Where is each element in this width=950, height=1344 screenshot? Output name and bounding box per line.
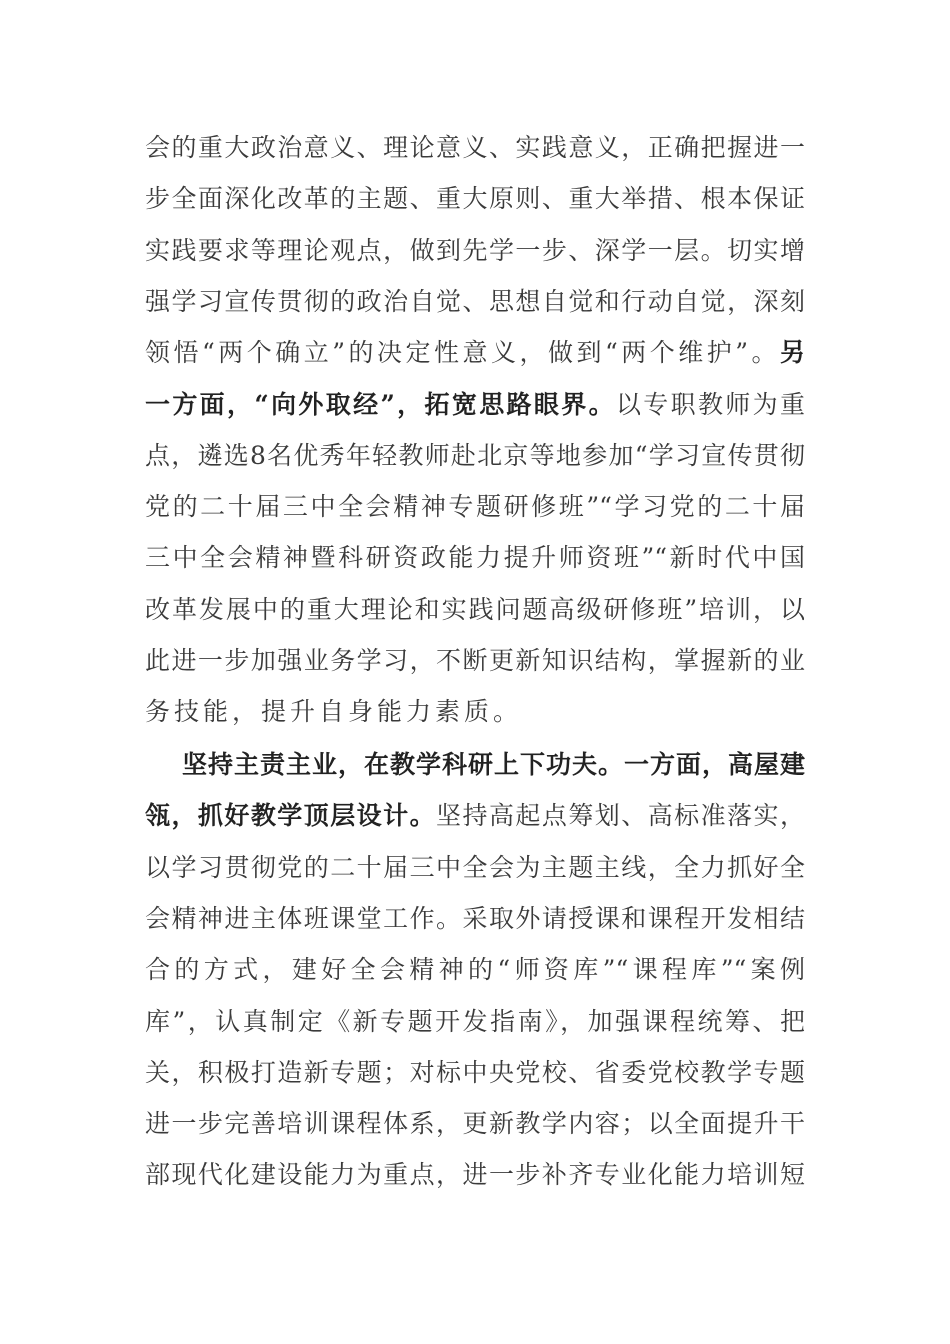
text-run: 会的重大政治意义、理论意义、实践意义，正确把握进一 [145, 133, 805, 162]
text-run: 领悟“两个确立”的决定性意义，做到“两个维护”。 [145, 338, 780, 368]
text-line [145, 950, 805, 990]
text-line [145, 179, 805, 219]
text-run: 会精神进主体班课堂工作。采取外请授课和课程开发相结 [145, 903, 805, 933]
text-line [145, 796, 805, 836]
text-line [145, 1053, 805, 1093]
text-run: 务技能，提升自身能力素质。 [145, 697, 523, 727]
text-line [145, 590, 805, 630]
text-run: 库”，认真制定《新专题开发指南》，加强课程统筹、把 [145, 1006, 805, 1036]
text-run: 以专职教师为重 [615, 389, 805, 419]
text-run: 三中全会精神暨科研资政能力提升师资班”“新时代中国 [145, 543, 805, 573]
text-run: 坚持高起点筹划、高标准落实， [436, 801, 805, 831]
bold-text-run: 另 [779, 338, 805, 368]
text-run: 实践要求等理论观点，做到先学一步、深学一层。切实增 [145, 235, 805, 265]
bold-text-run: 一方面，“向外取经”，拓宽思路眼界。 [145, 389, 616, 419]
text-run: 合的方式，建好全会精神的“师资库”“课程库”“案例 [145, 955, 805, 985]
text-line [145, 128, 805, 168]
bold-text-run: 坚持主责主业，在教学科研上下功夫。一方面，高屋建 [182, 750, 805, 779]
text-line [145, 1155, 805, 1195]
text-line [145, 282, 805, 322]
text-run: 点，遴选8名优秀年轻教师赴北京等地参加“学习宣传贯彻 [145, 440, 805, 470]
text-line [145, 899, 805, 939]
text-run: 进一步完善培训课程体系，更新教学内容；以全面提升干 [145, 1109, 805, 1139]
text-line [145, 641, 805, 681]
text-run: 强学习宣传贯彻的政治自觉、思想自觉和行动自觉，深刻 [145, 286, 805, 316]
text-line [145, 487, 805, 527]
text-run: 党的二十届三中全会精神专题研修班”“学习党的二十届 [145, 492, 805, 522]
text-line [145, 538, 805, 578]
text-line [145, 692, 805, 732]
text-run: 关，积极打造新专题；对标中央党校、省委党校教学专题 [145, 1057, 805, 1087]
text-run: 此进一步加强业务学习，不断更新知识结构，掌握新的业 [145, 646, 805, 675]
text-line [145, 436, 805, 476]
text-run: 部现代化建设能力为重点，进一步补齐专业化能力培训短 [145, 1160, 805, 1190]
text-line [182, 745, 805, 785]
text-line [145, 848, 805, 888]
text-run: 步全面深化改革的主题、重大原则、重大举措、根本保证 [145, 184, 805, 214]
text-line [145, 1104, 805, 1144]
text-run: 改革发展中的重大理论和实践问题高级研修班”培训，以 [145, 594, 805, 624]
text-line [145, 231, 805, 271]
bold-text-run: 瓴，抓好教学顶层设计。 [145, 801, 437, 831]
text-line [145, 333, 805, 373]
text-line [145, 1002, 805, 1042]
text-run: 以学习贯彻党的二十届三中全会为主题主线，全力抓好全 [145, 852, 805, 882]
text-line [145, 385, 805, 425]
